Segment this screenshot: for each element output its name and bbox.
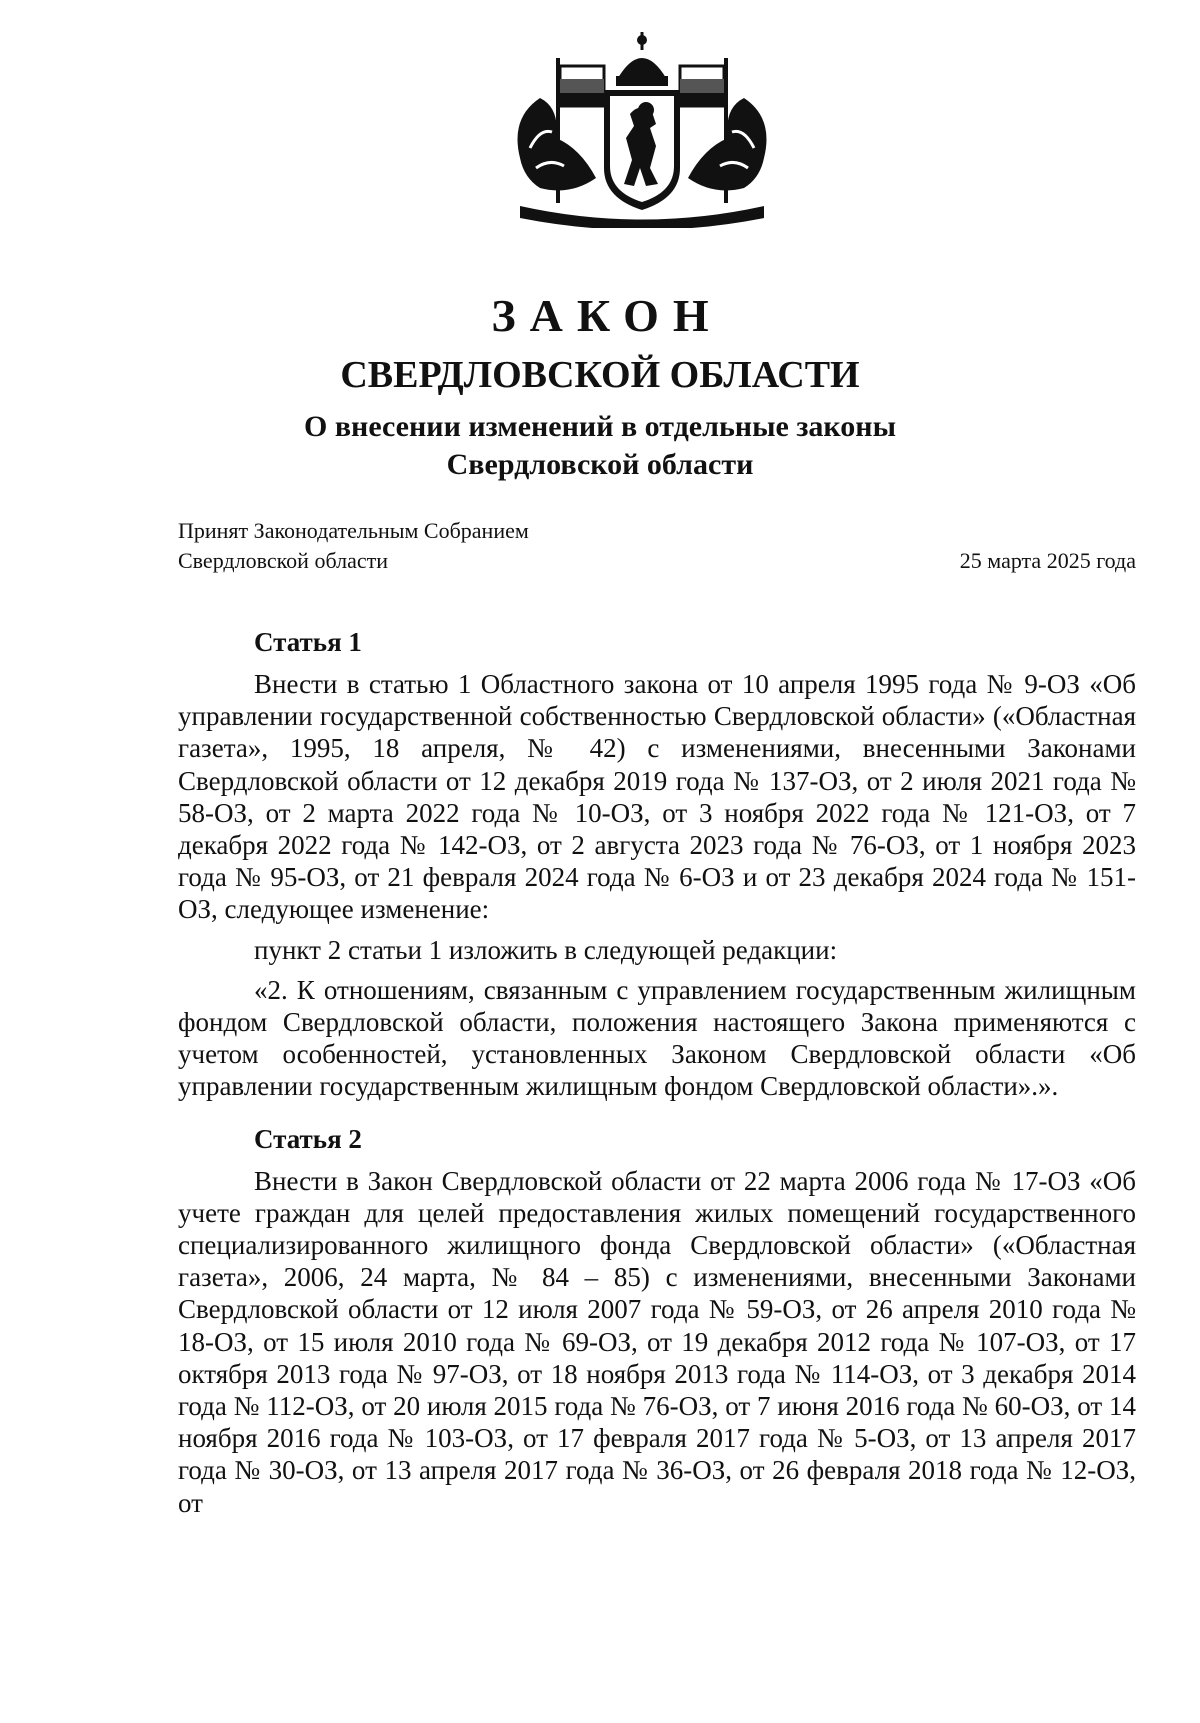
article-gap <box>178 1111 1136 1123</box>
law-subtitle <box>0 408 1200 484</box>
adoption-line-2: Свердловской области <box>178 548 388 573</box>
subtitle-line-1: О внесении изменений в отдельные законы <box>304 410 896 443</box>
subtitle-line-2: Свердловской области <box>446 448 754 481</box>
adoption-statement <box>178 516 529 576</box>
region-title: СВЕРДЛОВСКОЙ ОБЛАСТИ <box>340 354 860 396</box>
article-1-heading: Статья 1 <box>254 627 362 657</box>
adoption-date: 25 марта 2025 года <box>959 548 1136 573</box>
law-body <box>178 626 1136 1527</box>
article-2-heading: Статья 2 <box>254 1123 362 1154</box>
law-title: ЗАКОН <box>491 290 723 341</box>
coat-of-arms-icon <box>500 28 784 228</box>
adoption-line-1: Принят Законодательным Собранием <box>178 518 529 543</box>
article-1-paragraph-3: «2. К отношениям, связанным с управлением государственным жилищным фондом Свердловской области, положения настоящего Закона применяются с учетом особенностей, установленных Законом Свердловской области «Об управлении государственным жилищным фондом Свердловской области».». <box>178 974 1136 1102</box>
article-1-paragraph-2: пункт 2 статьи 1 изложить в следующей редакции: <box>254 934 838 965</box>
article-1-paragraph-1: Внести в статью 1 Областного закона от 10 апреля 1995 года № 9-ОЗ «Об управлении государственной собственностью Свердловской области» («Областная газета», 1995, 18 апреля, № 42) с изменениями, внесенными Законами Свердловской области от 12 декабря 2019 года № 137-ОЗ, от 2 июля 2021 года № 58-ОЗ, от 2 марта 2022 года № 10-ОЗ, от 3 ноября 2022 года № 121-ОЗ, от 7 декабря 2022 года № 142-ОЗ, от 2 августа 2023 года № 76-ОЗ, от 1 ноября 2023 года № 95-ОЗ, от 21 февраля 2024 года № 6-ОЗ и от 23 декабря 2024 года № 151-ОЗ, следующее изменение: <box>178 669 1136 925</box>
article-2-paragraph-1: Внести в Закон Свердловской области от 22 марта 2006 года № 17-ОЗ «Об учете граждан для целей предоставления жилых помещений государственного специализированного жилищного фонда Свердловской области» («Областная газета», 2006, 24 марта, № 84 – 85) с изменениями, внесенными Законами Свердловской области от 12 июля 2007 года № 59-ОЗ, от 26 апреля 2010 года № 18-ОЗ, от 15 июля 2010 года № 69-ОЗ, от 19 декабря 2012 года № 107-ОЗ, от 17 октября 2013 года № 97-ОЗ, от 18 ноября 2013 года № 114-ОЗ, от 3 декабря 2014 года № 112-ОЗ, от 20 июля 2015 года № 76-ОЗ, от 7 июня 2016 года № 60-ОЗ, от 14 ноября 2016 года № 103-ОЗ, от 17 февраля 2017 года № 5-ОЗ, от 13 апреля 2017 года № 30-ОЗ, от 13 апреля 2017 года № 36-ОЗ, от 26 февраля 2018 года № 12-ОЗ, от <box>178 1165 1136 1518</box>
